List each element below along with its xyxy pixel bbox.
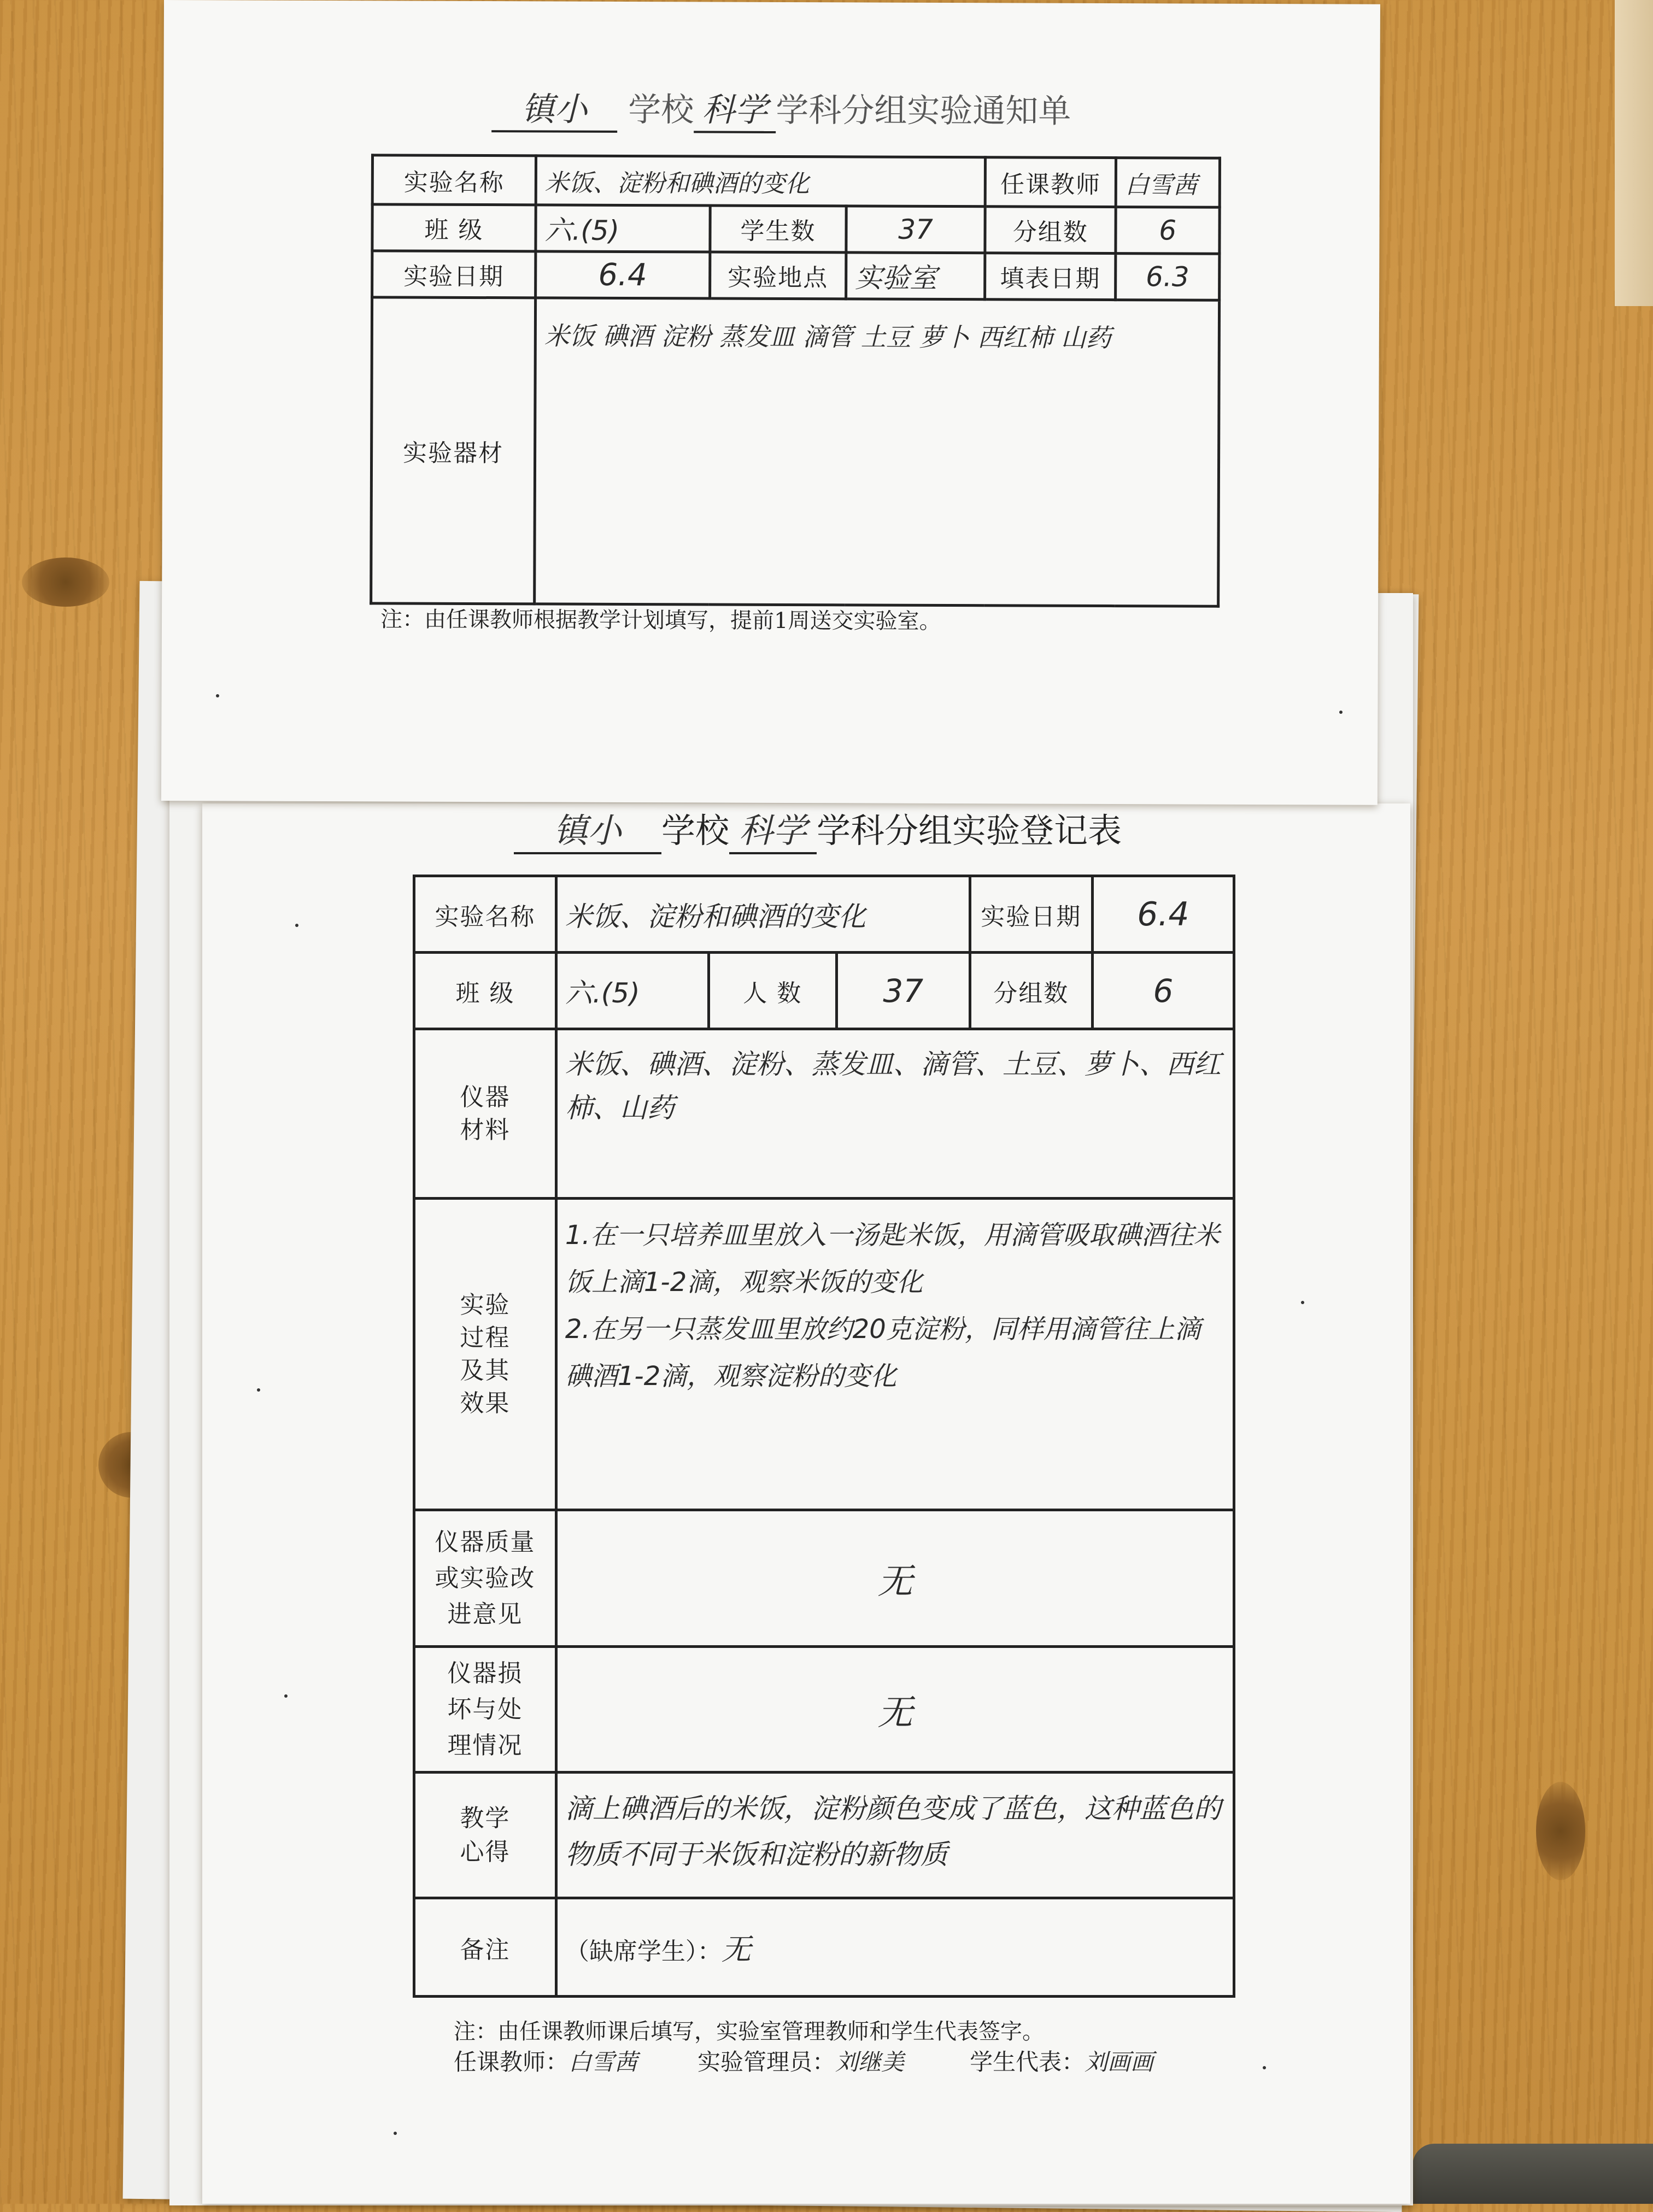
school-suffix: 学校 bbox=[661, 811, 730, 850]
value-experiment-date: 6.4 bbox=[535, 251, 710, 298]
school-suffix: 学校 bbox=[628, 90, 694, 130]
label-class: 班 级 bbox=[372, 204, 536, 251]
label-fill-date: 填表日期 bbox=[985, 253, 1116, 300]
label-teacher: 任课教师 bbox=[985, 157, 1116, 207]
title-rest: 学科分组实验登记表 bbox=[817, 811, 1122, 850]
value-headcount: 37 bbox=[836, 953, 970, 1029]
notice-sheet bbox=[161, 0, 1380, 805]
subject-fill: 科学 bbox=[694, 84, 776, 133]
teacher-sign-label: 任课教师： bbox=[454, 2049, 569, 2075]
copy-speck bbox=[394, 2132, 397, 2135]
label-remarks: 备注 bbox=[414, 1898, 556, 1997]
admin-sign-value: 刘继美 bbox=[835, 2049, 905, 2075]
value-experiment-date: 6.4 bbox=[1092, 876, 1234, 953]
value-group-count: 6 bbox=[1092, 953, 1234, 1029]
label-headcount: 人 数 bbox=[708, 953, 836, 1029]
notice-note: 注：由任课教师根据教学计划填写，提前1周送交实验室。 bbox=[380, 607, 941, 634]
wood-knot bbox=[22, 558, 109, 607]
label-instruments: 仪器材料 bbox=[414, 1029, 556, 1199]
value-quality: 无 bbox=[556, 1510, 1234, 1647]
school-fill: 镇小 bbox=[514, 803, 661, 854]
label-quality: 仪器质量或实验改进意见 bbox=[414, 1510, 556, 1647]
value-experiment-name: 米饭、淀粉和碘酒的变化 bbox=[556, 876, 970, 953]
value-group-count: 6 bbox=[1116, 207, 1220, 254]
label-location: 实验地点 bbox=[710, 252, 846, 299]
copy-speck bbox=[1301, 1301, 1304, 1304]
student-sign-value: 刘画画 bbox=[1085, 2049, 1154, 2075]
value-fill-date: 6.3 bbox=[1116, 254, 1220, 301]
label-experiment-date: 实验日期 bbox=[372, 251, 536, 298]
teacher-sign-value: 白雪茜 bbox=[568, 2049, 638, 2075]
copy-speck bbox=[216, 694, 219, 697]
label-process: 实验过程及其效果 bbox=[414, 1199, 556, 1510]
value-damage: 无 bbox=[556, 1647, 1234, 1773]
label-experiment-name: 实验名称 bbox=[372, 155, 536, 205]
wood-block bbox=[1615, 0, 1653, 306]
label-reflection: 教学心得 bbox=[414, 1773, 556, 1898]
title-rest: 学科分组实验通知单 bbox=[776, 91, 1071, 131]
process-step-2: 2.在另一只蒸发皿里放约20克淀粉，同样用滴管往上滴碘酒1-2滴，观察淀粉的变化 bbox=[565, 1314, 1201, 1392]
school-fill: 镇小 bbox=[491, 83, 617, 133]
label-group-count: 分组数 bbox=[970, 953, 1092, 1029]
wood-knot bbox=[1536, 1782, 1585, 1880]
label-experiment-name: 实验名称 bbox=[414, 876, 556, 953]
value-instruments: 米饭、碘酒、淀粉、蒸发皿、滴管、土豆、萝卜、西红柿、山药 bbox=[556, 1029, 1234, 1199]
value-class: 六.(5) bbox=[556, 953, 708, 1029]
process-step-1: 1.在一只培养皿里放入一汤匙米饭，用滴管吸取碘酒往米饭上滴1-2滴，观察米饭的变化 bbox=[565, 1220, 1220, 1298]
label-group-count: 分组数 bbox=[985, 207, 1116, 254]
copy-speck bbox=[284, 1694, 288, 1698]
notice-title bbox=[491, 83, 1071, 134]
value-location: 实验室 bbox=[846, 253, 985, 300]
register-title bbox=[514, 803, 1122, 854]
value-student-count: 37 bbox=[846, 206, 985, 253]
student-sign-label: 学生代表： bbox=[970, 2049, 1085, 2075]
label-experiment-date: 实验日期 bbox=[970, 876, 1092, 953]
remarks-cell bbox=[556, 1898, 1234, 1997]
admin-sign-label: 实验管理员： bbox=[697, 2049, 836, 2075]
label-student-count: 学生数 bbox=[710, 206, 846, 253]
copy-speck bbox=[295, 924, 298, 927]
register-note: 注：由任课教师课后填写，实验室管理教师和学生代表签字。 bbox=[454, 2019, 1044, 2044]
copy-speck bbox=[1339, 711, 1343, 714]
value-class: 六.(5) bbox=[536, 205, 710, 252]
copy-speck bbox=[1263, 2066, 1266, 2069]
label-class: 班 级 bbox=[414, 953, 556, 1029]
subject-fill: 科学 bbox=[729, 803, 817, 854]
register-table bbox=[413, 875, 1235, 1998]
label-damage: 仪器损坏与处理情况 bbox=[414, 1647, 556, 1773]
value-teacher: 白雪茜 bbox=[1116, 158, 1220, 208]
value-reflection: 滴上碘酒后的米饭，淀粉颜色变成了蓝色，这种蓝色的物质不同于米饭和淀粉的新物质 bbox=[556, 1773, 1234, 1898]
value-process bbox=[556, 1199, 1234, 1510]
register-sheet bbox=[202, 803, 1410, 2204]
notice-table bbox=[370, 154, 1221, 607]
value-equipment: 米饭 碘酒 淀粉 蒸发皿 滴管 土豆 萝卜 西红柿 山药 bbox=[535, 298, 1220, 606]
dark-object-corner bbox=[1412, 2144, 1653, 2204]
signature-row bbox=[454, 2044, 1153, 2077]
value-experiment-name: 米饭、淀粉和碘酒的变化 bbox=[536, 156, 986, 207]
remarks-value: 无 bbox=[721, 1932, 751, 1967]
label-equipment: 实验器材 bbox=[371, 297, 536, 604]
copy-speck bbox=[257, 1388, 260, 1392]
remarks-prefix: （缺席学生）： bbox=[565, 1938, 722, 1965]
